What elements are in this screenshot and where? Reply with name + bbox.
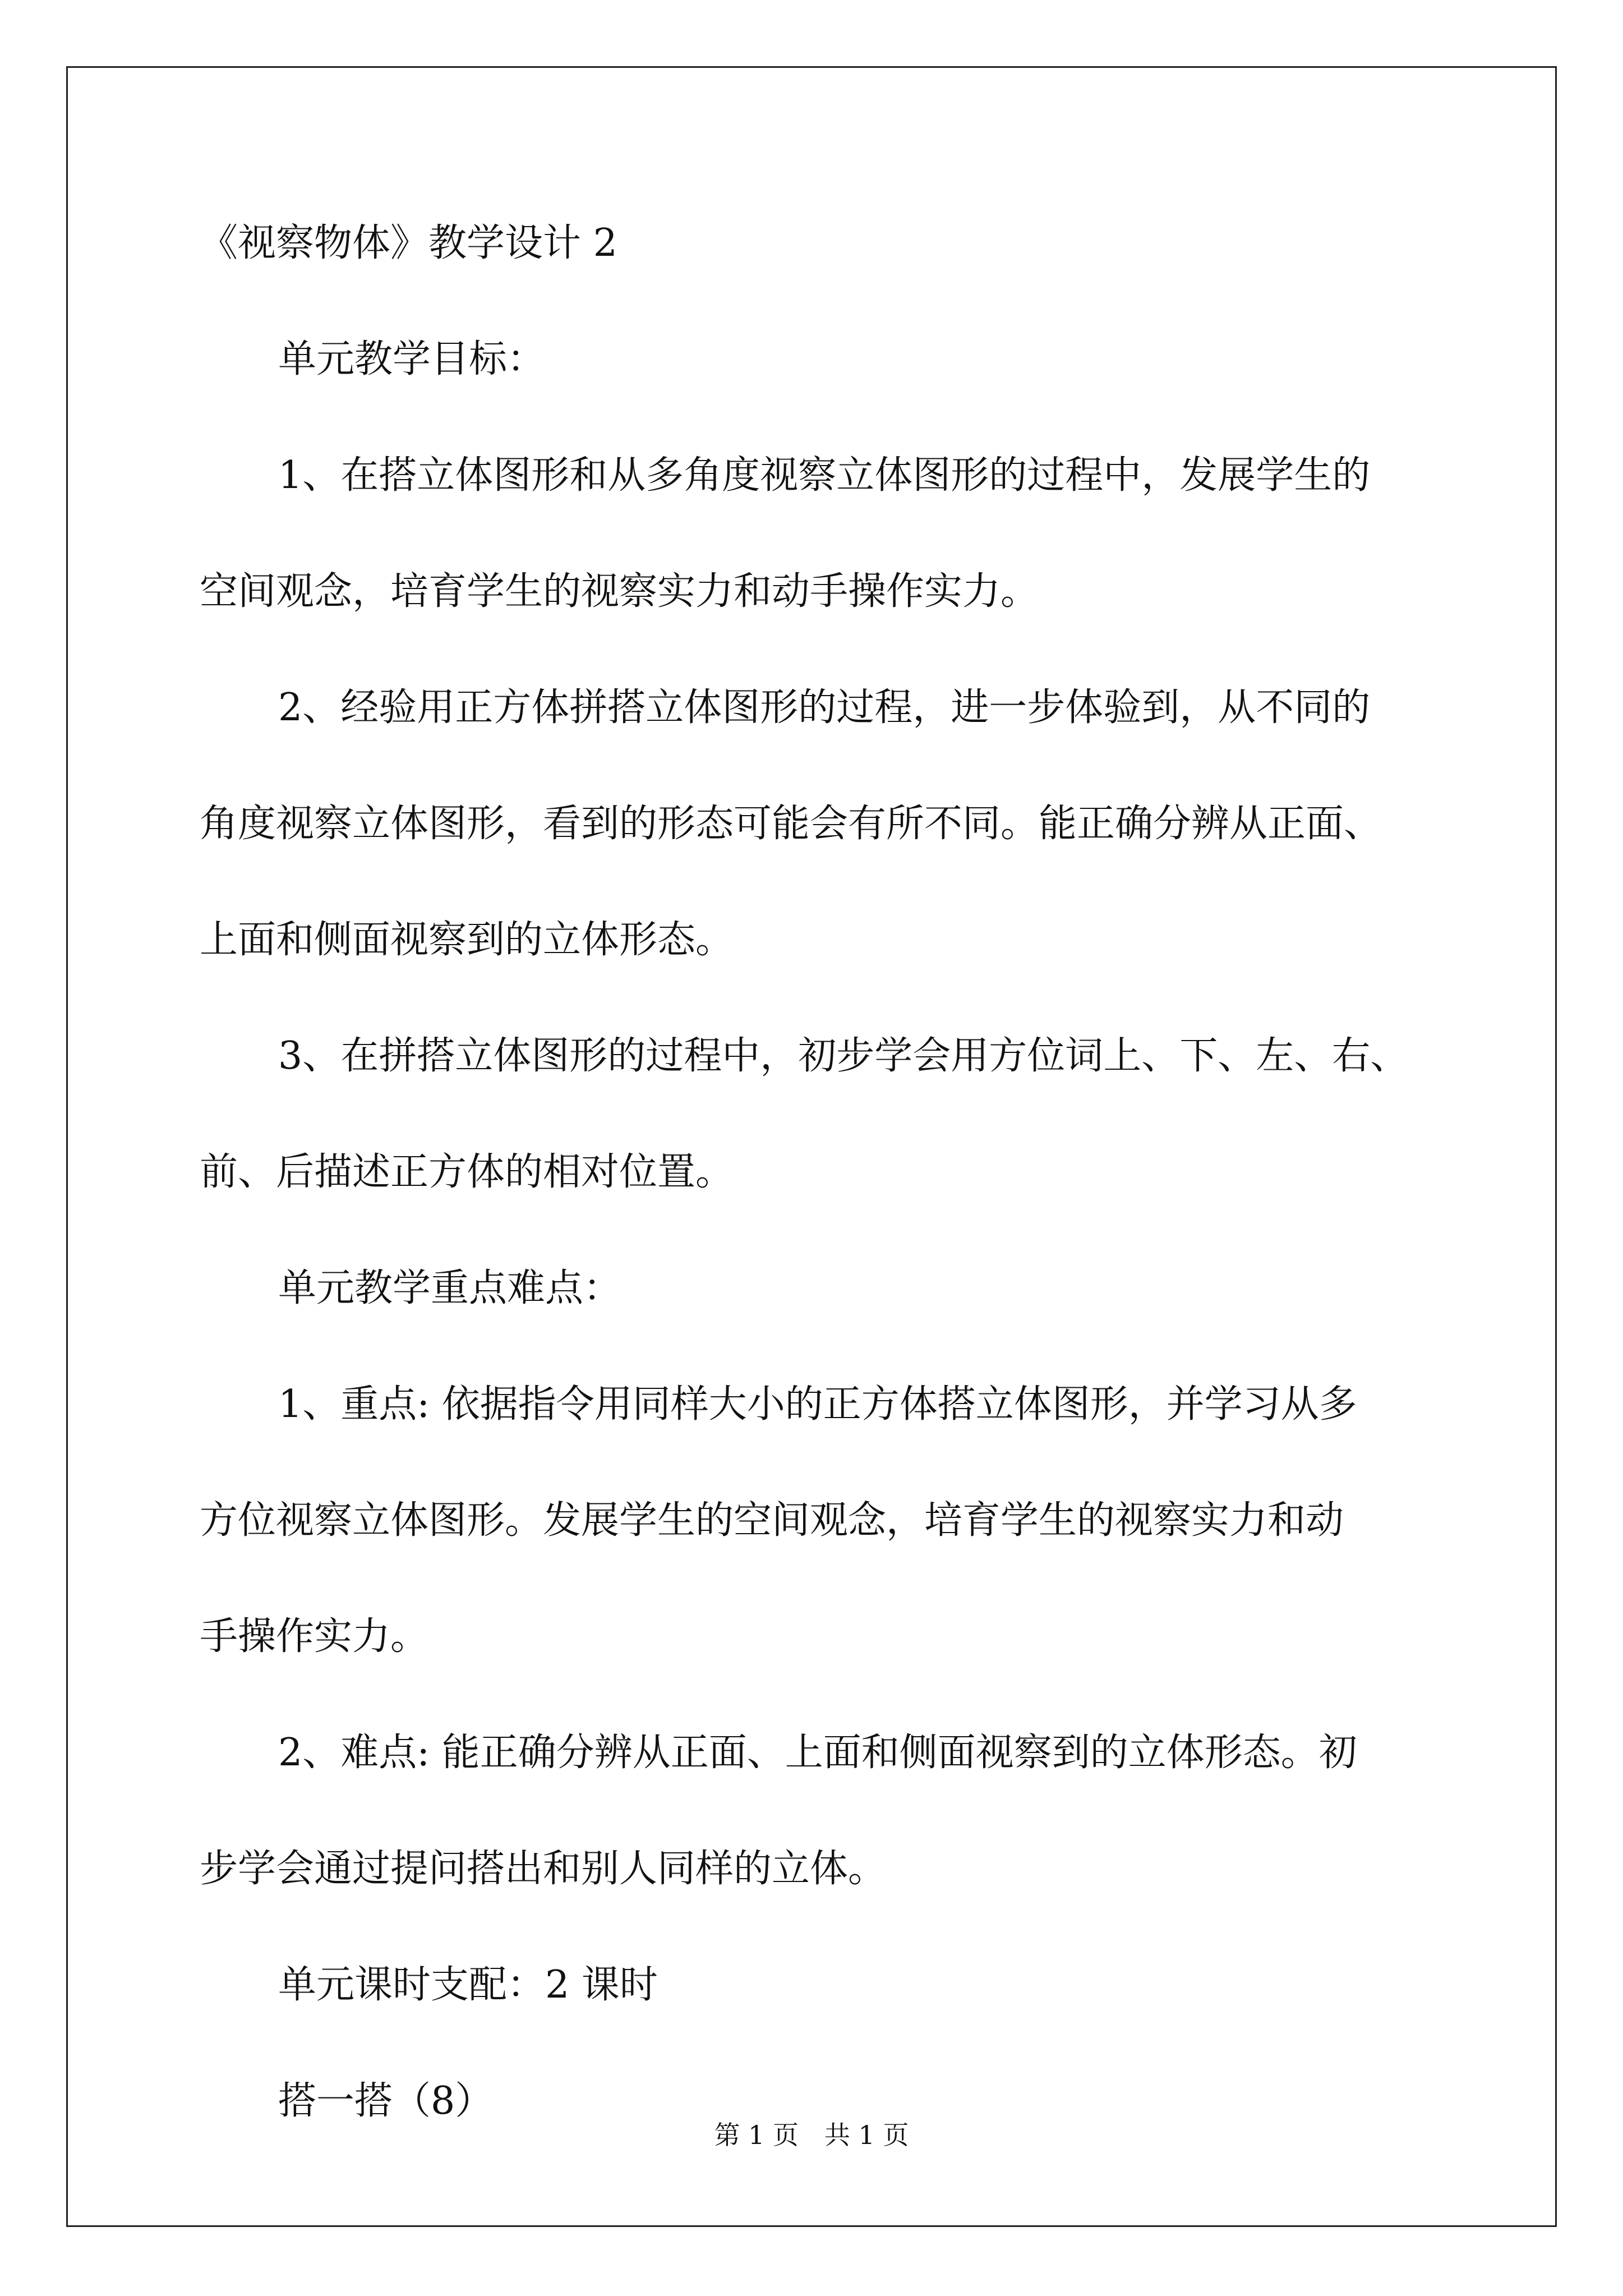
text-line: 2、难点: 能正确分辨从正面、上面和侧面视察到的立体形态。初 [278, 1731, 1357, 1775]
text-line: 搭一搭（8） [278, 2079, 494, 2123]
text-line: 空间观念，培育学生的视察实力和动手操作实力。 [200, 569, 1039, 614]
text-line: 步学会通过提问搭出和别人同样的立体。 [200, 1847, 887, 1891]
text-line: 1、在搭立体图形和从多角度视察立体图形的过程中，发展学生的 [278, 453, 1371, 498]
text-line: 前、后描述正方体的相对位置。 [200, 1150, 734, 1194]
text-line: 手操作实力。 [200, 1614, 429, 1659]
document-title: 《视察物体》教学设计 2 [200, 221, 617, 265]
text-line: 角度视察立体图形，看到的形态可能会有所不同。能正确分辨从正面、 [200, 802, 1382, 846]
text-line: 单元教学目标： [278, 337, 546, 381]
text-line: 单元教学重点难点： [278, 1266, 622, 1310]
text-line: 2、经验用正方体拼搭立体图形的过程，进一步体验到，从不同的 [278, 685, 1371, 730]
text-line: 上面和侧面视察到的立体形态。 [200, 918, 734, 962]
text-line: 1、重点: 依据指令用同样大小的正方体搭立体图形，并学习从多 [278, 1382, 1357, 1427]
text-line: 3、在拼搭立体图形的过程中，初步学会用方位词上、下、左、右、 [278, 1034, 1409, 1078]
text-line: 单元课时支配：2 课时 [278, 1963, 658, 2007]
text-line: 方位视察立体图形。发展学生的空间观念，培育学生的视察实力和动 [200, 1498, 1344, 1543]
document-body [200, 185, 1467, 2159]
page-number-footer: 第 1 页 共 1 页 [714, 2120, 909, 2150]
